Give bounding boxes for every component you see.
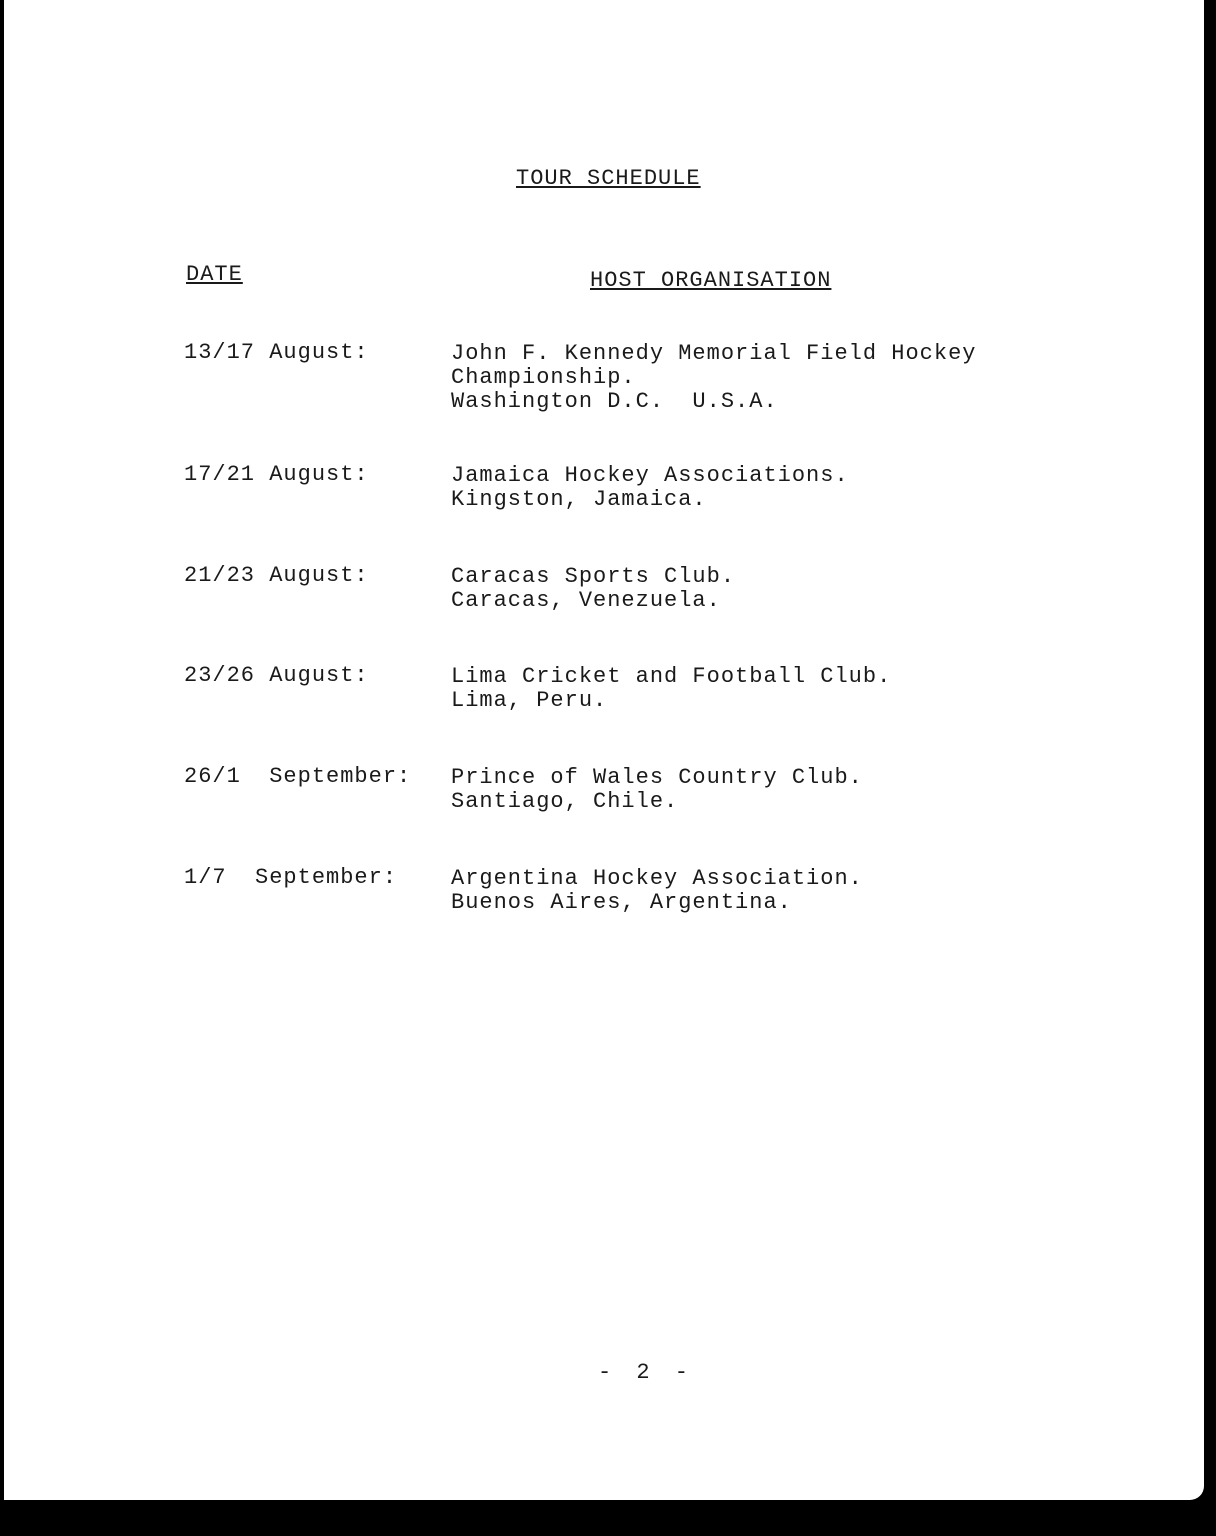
- entry-host-line: Kingston, Jamaica.: [451, 487, 707, 512]
- schedule-entry: [4, 340, 1204, 420]
- entry-host-line: Buenos Aires, Argentina.: [451, 890, 792, 915]
- entry-host: [451, 867, 863, 915]
- entry-host-line: John F. Kennedy Memorial Field Hockey: [451, 341, 977, 366]
- entry-host: [451, 464, 849, 512]
- entry-date: 23/26 August:: [184, 663, 369, 688]
- entry-date: 21/23 August:: [184, 563, 369, 588]
- schedule-entry: [4, 663, 1204, 743]
- entry-date: 17/21 August:: [184, 462, 369, 487]
- entry-host-line: Caracas, Venezuela.: [451, 588, 721, 613]
- document-title: TOUR SCHEDULE: [516, 166, 701, 191]
- schedule-entry: [4, 462, 1204, 542]
- entry-host-line: Championship.: [451, 365, 636, 390]
- entry-host: [451, 665, 891, 713]
- entry-host-line: Argentina Hockey Association.: [451, 866, 863, 891]
- schedule-entry: [4, 865, 1204, 945]
- entry-host: [451, 565, 735, 613]
- entry-host: [451, 342, 976, 414]
- entry-date: 26/1 September:: [184, 764, 412, 789]
- entry-host-line: Lima, Peru.: [451, 688, 608, 713]
- entry-host-line: Santiago, Chile.: [451, 789, 679, 814]
- date-column-header: DATE: [186, 262, 243, 287]
- page-number: - 2 -: [598, 1360, 695, 1385]
- schedule-entry: [4, 764, 1204, 844]
- host-column-header: HOST ORGANISATION: [590, 268, 832, 293]
- entry-host-line: Prince of Wales Country Club.: [451, 765, 863, 790]
- entry-host-line: Jamaica Hockey Associations.: [451, 463, 849, 488]
- entry-host-line: Washington D.C. U.S.A.: [451, 389, 778, 414]
- entry-date: 1/7 September:: [184, 865, 398, 890]
- entry-host: [451, 766, 863, 814]
- schedule-entry: [4, 563, 1204, 643]
- entry-host-line: Lima Cricket and Football Club.: [451, 664, 892, 689]
- document-page: [4, 0, 1204, 1500]
- entry-date: 13/17 August:: [184, 340, 369, 365]
- entry-host-line: Caracas Sports Club.: [451, 564, 736, 589]
